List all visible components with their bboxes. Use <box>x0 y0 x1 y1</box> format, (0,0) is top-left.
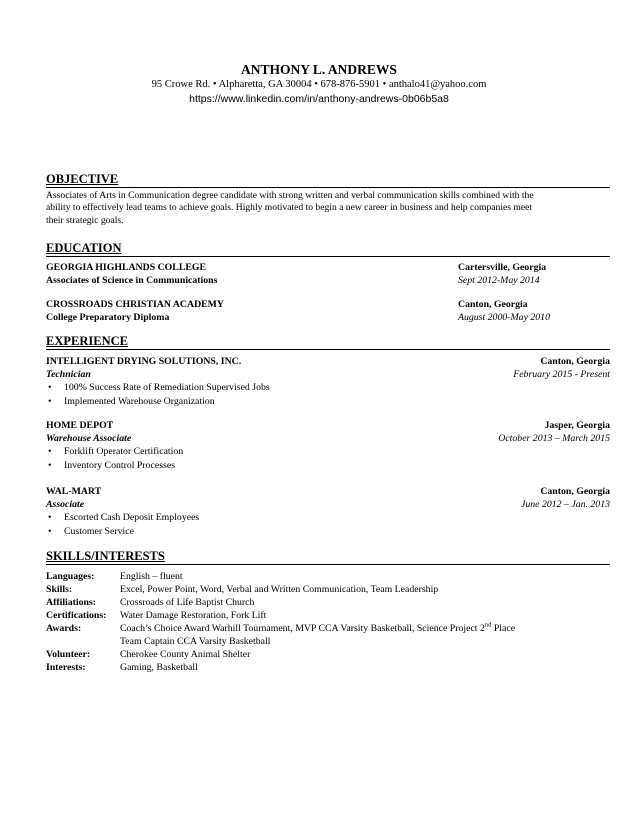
skills-row <box>46 584 610 597</box>
volunteer-label: Volunteer: <box>46 649 91 660</box>
school-location: Cartersville, Georgia <box>458 262 547 273</box>
skills-row <box>46 597 610 610</box>
bullet-text: Inventory Control Processes <box>64 460 176 471</box>
job-location: Jasper, Georgia <box>544 420 610 431</box>
job-location: Canton, Georgia <box>540 356 610 367</box>
awards-value-2: Team Captain CCA Varsity Basketball <box>120 636 271 647</box>
bullet-text: Customer Service <box>64 526 134 537</box>
skills-row <box>46 610 610 623</box>
languages-label: Languages: <box>46 571 95 582</box>
school-name: GEORGIA HIGHLANDS COLLEGE <box>46 262 207 273</box>
job-row <box>46 419 610 432</box>
resume-name: ANTHONY L. ANDREWS <box>241 62 397 77</box>
awards-text-end: Place <box>491 623 516 634</box>
list-item <box>46 525 606 539</box>
job-row <box>46 485 610 498</box>
job-title: Warehouse Associate <box>46 433 132 444</box>
list-item <box>46 511 606 525</box>
linkedin-url[interactable]: https://www.linkedin.com/in/anthony-andrews-0b06b5a8 <box>189 93 449 105</box>
job-dates: October 2013 – March 2015 <box>498 433 610 444</box>
objective-line: their strategic goals. <box>46 214 124 226</box>
interests-label: Interests: <box>46 662 86 673</box>
job-location: Canton, Georgia <box>540 486 610 497</box>
job-row <box>46 368 610 381</box>
degree: College Preparatory Diploma <box>46 312 170 323</box>
list-item <box>46 395 606 409</box>
languages-value: English – fluent <box>120 571 183 582</box>
volunteer-value: Cherokee County Animal Shelter <box>120 649 251 660</box>
company-name: WAL-MART <box>46 486 102 497</box>
experience-heading: EXPERIENCE <box>46 334 610 350</box>
job-row <box>46 355 610 368</box>
job-title: Technician <box>46 369 91 380</box>
bullet-icon: • <box>48 512 52 523</box>
job-row <box>46 498 610 511</box>
bullet-text: Escorted Cash Deposit Employees <box>64 512 200 523</box>
certifications-label: Certifications: <box>46 610 107 621</box>
bullet-icon: • <box>48 460 52 471</box>
objective-heading: OBJECTIVE <box>46 172 610 188</box>
bullet-text: Implemented Warehouse Organization <box>64 396 215 407</box>
skills-row <box>46 649 610 662</box>
skills-row <box>46 623 610 636</box>
skills-heading: SKILLS/INTERESTS <box>46 549 610 565</box>
list-item <box>46 381 606 395</box>
bullet-icon: • <box>48 526 52 537</box>
skills-row <box>46 636 610 649</box>
bullet-icon: • <box>48 396 52 407</box>
school-location: Canton, Georgia <box>458 299 528 310</box>
education-row <box>46 311 610 324</box>
bullet-text: Forklift Operator Certification <box>64 446 184 457</box>
awards-text: Coach’s Choice Award Warhill Tournament, MVP CCA Varsity Basketball, Science Project 2 <box>120 623 485 634</box>
company-name: INTELLIGENT DRYING SOLUTIONS, INC. <box>46 356 242 367</box>
company-name: HOME DEPOT <box>46 420 114 431</box>
list-item <box>46 445 606 459</box>
certifications-value: Water Damage Restoration, Fork Lift <box>120 610 267 621</box>
skills-row <box>46 571 610 584</box>
bullet-icon: • <box>48 446 52 457</box>
school-name: CROSSROADS CHRISTIAN ACADEMY <box>46 299 225 310</box>
bullet-text: 100% Success Rate of Remediation Supervised Jobs <box>64 382 270 393</box>
education-dates: August 2000-May 2010 <box>458 312 550 323</box>
education-dates: Sept 2012-May 2014 <box>458 275 540 286</box>
job-dates: June 2012 – Jan. 2013 <box>521 499 610 510</box>
education-heading: EDUCATION <box>46 241 610 257</box>
objective-line: Associates of Arts in Communication degree candidate with strong written and verbal communication skills combined with the <box>46 190 534 201</box>
degree: Associates of Science in Communications <box>46 275 218 286</box>
objective-line: ability to effectively lead teams to achieve goals. Highly motivated to begin a new career in business and help companies meet <box>46 202 533 214</box>
affiliations-label: Affiliations: <box>46 597 97 608</box>
objective-text <box>46 190 610 227</box>
awards-label: Awards: <box>46 623 82 634</box>
bullet-icon: • <box>48 382 52 393</box>
job-dates: February 2015 - Present <box>513 369 610 380</box>
list-item <box>46 459 606 473</box>
contact-line: 95 Crowe Rd. • Alpharetta, GA 30004 • 678-876-5901 • anthalo41@yahoo.com <box>151 79 487 90</box>
skills-row <box>46 662 610 675</box>
awards-value <box>120 623 515 636</box>
education-row <box>46 298 610 311</box>
interests-value: Gaming, Basketball <box>120 662 198 673</box>
skills-value: Excel, Power Point, Word, Verbal and Written Communication, Team Leadership <box>120 584 439 595</box>
job-title: Associate <box>46 499 85 510</box>
ordinal-suffix: nd <box>484 621 492 629</box>
skills-label: Skills: <box>46 584 73 595</box>
education-row <box>46 274 610 287</box>
affiliations-value: Crossroads of Life Baptist Church <box>120 597 255 608</box>
education-row <box>46 261 610 274</box>
job-row <box>46 432 610 445</box>
